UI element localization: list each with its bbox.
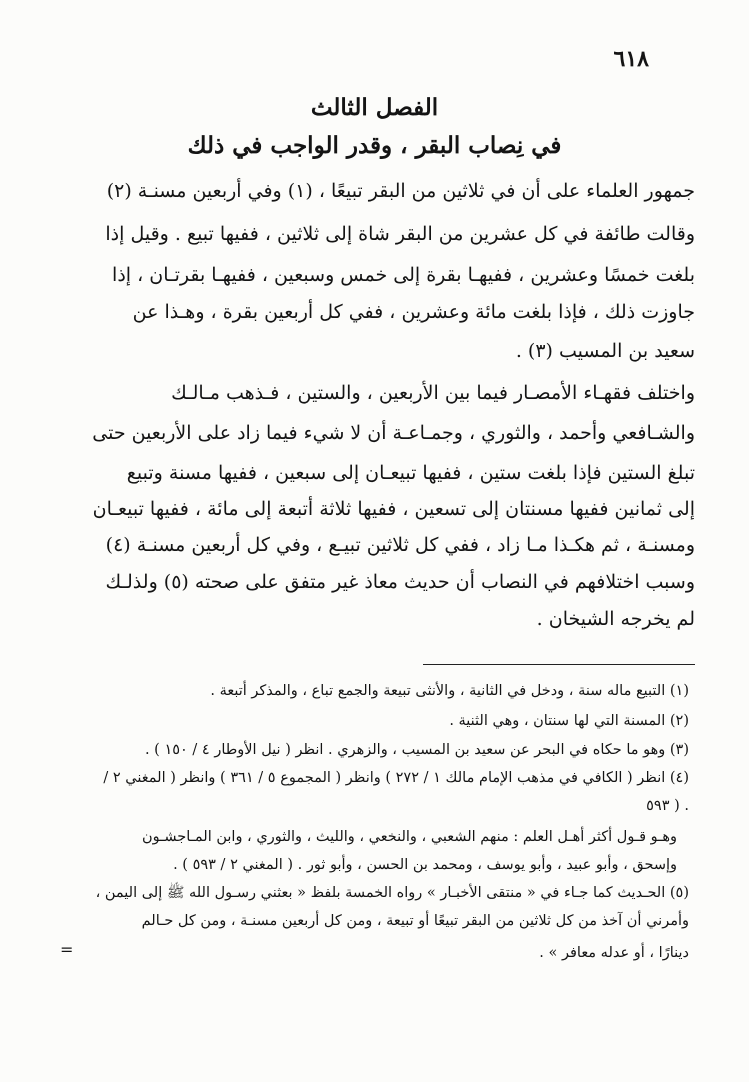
body-line: واختلف فقهـاء الأمصـار فيما بين الأربعين ، والستين ، فـذهب مـالـك bbox=[171, 382, 695, 404]
body-line: إلى ثمانين ففيها مسنتان إلى تسعين ، ففيها ثلاثة أتبعة إلى مائة ، ففيها تبيعـان bbox=[92, 498, 695, 520]
body-line: جمهور العلماء على أن في ثلاثين من البقر تبيعًا ، (١) وفي أربعين مسنـة (٢) bbox=[106, 180, 695, 202]
chapter-subtitle: في نِصاب البقر ، وقدر الواجب في ذلك bbox=[187, 132, 562, 159]
body-line: تبلغ الستين فإذا بلغت ستين ، ففيها تبيعـان إلى سبعين ، ففيها مسنة وتبيع bbox=[126, 462, 695, 484]
footnote-4-note: وهـو قـول أكثر أهـل العلم : منهم الشعبي ، والنخعي ، والليث ، والثوري ، وابن المـاجشـون bbox=[141, 829, 677, 845]
footnote-5-continued: دينارًا ، أو عدله معافر » . bbox=[539, 945, 689, 961]
footnote-4-note: وإسحق ، وأبو عبيد ، وأبو يوسف ، ومحمد بن الحسن ، وأبو ثور . ( المغني ٢ / ٥٩٣ ) . bbox=[173, 857, 677, 873]
footnote-4-continued: ٥٩٣ ) . bbox=[646, 798, 689, 814]
body-line: والشـافعي وأحمد ، والثوري ، وجمـاعـة أن لا شيء فيما زاد على الأربعين حتى bbox=[92, 422, 695, 444]
chapter-title: الفصل الثالث bbox=[310, 94, 439, 121]
body-line: سعيد بن المسيب (٣) . bbox=[515, 340, 695, 362]
footnote-separator bbox=[423, 664, 695, 665]
continuation-mark: = bbox=[60, 940, 74, 959]
footnote-4: (٤) انظر ( الكافي في مذهب الإمام مالك ١ / ٢٧٢ ) وانظر ( المجموع ٥ / ٣٦١ ) وانظر ( المغني ٢ / bbox=[103, 770, 689, 786]
body-line: ومسنـة ، ثم هكـذا مـا زاد ، ففي كل ثلاثين تبيـع ، وفي كل أربعين مسنـة (٤) bbox=[105, 534, 695, 556]
footnote-2: (٢) المسنة التي لها سنتان ، وهي الثنية . bbox=[449, 713, 689, 729]
body-line: وقالت طائفة في كل عشرين من البقر شاة إلى ثلاثين ، ففيها تبيع . وقيل إذا bbox=[105, 223, 695, 245]
body-line: لم يخرجه الشيخان . bbox=[536, 608, 695, 630]
body-line: بلغت خمسًا وعشرين ، ففيهـا بقرة إلى خمس وسبعين ، ففيهـا بقرتـان ، إذا bbox=[112, 264, 695, 286]
footnote-3: (٣) وهو ما حكاه في البحر عن سعيد بن المسيب ، والزهري . انظر ( نيل الأوطار ٤ / ١٥٠ ) . bbox=[144, 742, 689, 758]
body-line: جاوزت ذلك ، فإذا بلغت مائة وعشرين ، ففي كل أربعين بقرة ، وهـذا عن bbox=[132, 301, 695, 323]
body-line: وسبب اختلافهم في النصاب أن حديث معاذ غير متفق على صحته (٥) ولذلـك bbox=[105, 571, 695, 593]
footnote-1: (١) التبيع ماله سنة ، ودخل في الثانية ، والأنثى تبيعة والجمع تباع ، والمذكر أتبعة . bbox=[210, 683, 689, 699]
footnote-5: (٥) الحـديث كما جـاء في « منتقى الأخبـار » رواه الخمسة بلفظ « بعثني رسـول الله ﷺ إلى اليمن ، bbox=[95, 885, 689, 901]
footnote-5-continued: وأمرني أن آخذ من كل ثلاثين من البقر تبيعًا أو تبيعة ، ومن كل أربعين مسنـة ، ومن كل حـالم bbox=[141, 913, 689, 929]
page-number: ٦١٨ bbox=[613, 46, 649, 72]
